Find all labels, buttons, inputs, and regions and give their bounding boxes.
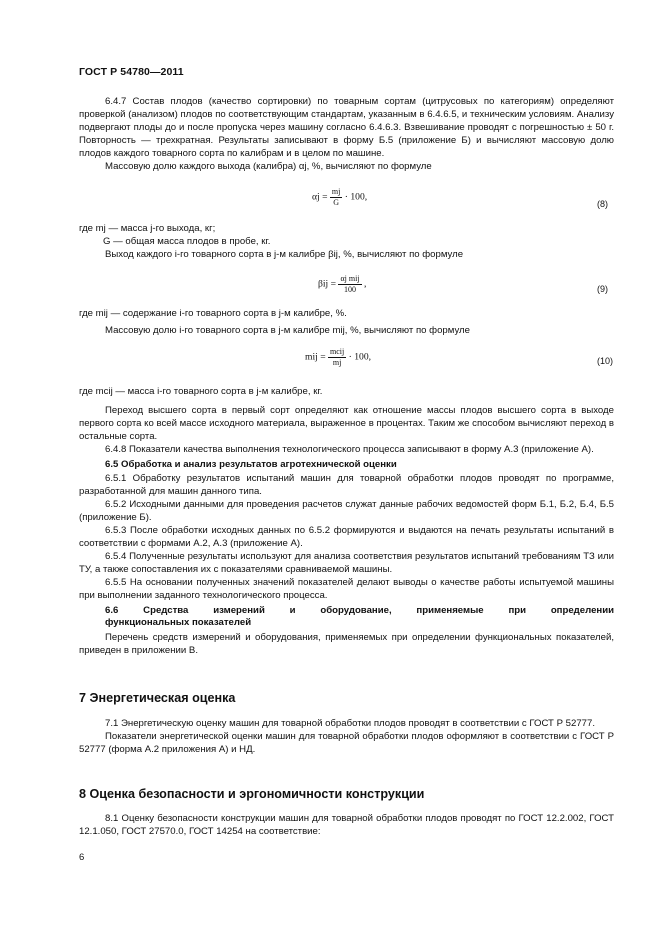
formula-10-rhs: · 100,	[348, 351, 372, 363]
heading-6-6-line1: 6.6 Средства измерений и оборудование, применяемые при определении	[105, 604, 614, 616]
formula-10	[305, 347, 371, 368]
text-block-section-7	[79, 718, 614, 757]
formula-9-fraction	[338, 274, 361, 295]
where-G: G — общая масса плодов в пробе, кг.	[103, 235, 271, 247]
equation-number-10: (10)	[597, 356, 614, 366]
paragraph-yield-intro: Выход каждого i-го товарного сорта в j-м калибре βij, %, вычисляют по формуле	[105, 248, 464, 260]
formula-9-denominator: 100	[343, 285, 356, 294]
formula-8-numerator: mj	[331, 187, 341, 196]
formula-10-numerator: mcij	[330, 347, 345, 356]
formula-10-lhs: mij =	[305, 351, 326, 363]
text-block-section-8	[79, 813, 614, 839]
formula-8-lhs: αj =	[312, 191, 328, 203]
formula-10-denominator: mj	[332, 358, 342, 367]
formula-9-rhs: ,	[363, 278, 367, 290]
equation-number-8: (8)	[597, 199, 608, 209]
heading-6-5: 6.5 Обработка и анализ результатов агротехнической оценки	[105, 458, 397, 470]
section-7-title: 7 Энергетическая оценка	[79, 691, 236, 705]
heading-6-6-line2: функциональных показателей	[105, 617, 252, 629]
document-code-header: ГОСТ Р 54780—2011	[79, 66, 184, 78]
paragraph-6-4-8: 6.4.8 Показатели качества выполнения технологического процесса записывают в форму А.3 (приложение А).	[105, 443, 594, 455]
formula-8	[312, 187, 367, 208]
where-mj: где mj — масса j-го выхода, кг;	[79, 223, 216, 234]
section-8-title: 8 Оценка безопасности и эргономичности конструкции	[79, 787, 425, 801]
paragraph-8-1: 8.1 Оценку безопасности конструкции машин для товарной обработки плодов проводят по ГОСТ 12.2.002, ГОСТ 12.1.050, ГОСТ 27570.0, ГОСТ 14254 на соответствие:	[79, 813, 614, 837]
formula-9-lhs: βij =	[318, 278, 337, 290]
paragraph-6-5-4: 6.5.4 Полученные результаты используют для анализа соответствия результатов испытаний требованиям ТЗ или ТУ, а также сопоставления их с показателями сравниваемой машины.	[79, 550, 614, 575]
paragraph-7-2: Показатели энергетической оценки машин для товарной обработки плодов оформляют в соответствии с ГОСТ Р 52777 (форма А.2 приложения А) и НД.	[79, 730, 614, 755]
page-number: 6	[79, 852, 85, 863]
text-block-main	[79, 386, 614, 658]
text-block-647	[79, 96, 614, 173]
formula-8-denominator: G	[333, 198, 340, 207]
formula-9-numerator: αj mij	[340, 274, 360, 283]
where-mij: где mij — содержание i-го товарного сорта в j-м калибре, %.	[79, 308, 347, 319]
paragraph-6-5-2: 6.5.2 Исходными данными для проведения расчетов служат данные рабочих ведомостей форм Б.1, Б.2, Б.4, Б.5 (приложение Б).	[79, 499, 614, 524]
paragraph-6-5-3: 6.5.3 После обработки исходных данных по 6.5.2 формируются и выдаются на печать результаты испытаний в соответствии с формами А.2, А.3 (приложение А).	[79, 525, 614, 549]
paragraph-6-4-7: 6.4.7 Состав плодов (качество сортировки) по товарным сортам (цитрусовых по категориям) определяют проверкой (анализом) плодов по соответствующим стандартам, указанным в 6.4.6.5, и техническим условиям. Анализу подвергают плоды до и после пропуска через машину согласно 6.4.6.3. Взвешивание проводят с погрешностью ± 50 г. Повторность — трехкратная. Результаты записывают в форму Б.5 (приложение Б) и вычисляют массовую долю плодов каждого товарного сорта по калибрам и в целом по машине.	[79, 96, 614, 159]
formula-8-fraction	[330, 187, 342, 208]
formula-10-fraction	[328, 347, 346, 368]
paragraph-6-5-1: 6.5.1 Обработку результатов испытаний машин для товарной обработки плодов проводят по программе, разработанной для машин данного типа.	[79, 473, 614, 498]
text-block-where-2	[79, 308, 614, 338]
text-block-where-1	[79, 223, 614, 262]
equation-number-9: (9)	[597, 284, 608, 294]
paragraph-6-6: Перечень средств измерений и оборудования, применяемых при определении функциональных показателей, приведен в приложении В.	[79, 632, 614, 657]
paragraph-mass-share-intro: Массовую долю каждого выхода (калибра) αj, %, вычисляют по формуле	[105, 160, 432, 172]
paragraph-mass-share-sort-intro: Массовую долю i-го товарного сорта в j-м калибре mij, %, вычисляют по формуле	[105, 324, 470, 336]
paragraph-7-1: 7.1 Энергетическую оценку машин для товарной обработки плодов проводят в соответствии с ГОСТ Р 52777.	[105, 718, 595, 729]
formula-8-rhs: · 100,	[344, 191, 368, 203]
paragraph-grade-transition: Переход высшего сорта в первый сорт определяют как отношение массы плодов высшего сорта в выходе первого сорта ко всей массе исходного материала, выраженное в процентах. Таким же способом вычисляют переход в остальные сорта.	[79, 404, 614, 442]
formula-9	[318, 274, 366, 295]
paragraph-6-5-5: 6.5.5 На основании полученных значений показателей делают выводы о качестве работы испытуемой машины при выполнении заданного технологического процесса.	[79, 576, 614, 601]
where-mcij: где mcij — масса i-го товарного сорта в j-м калибре, кг.	[79, 386, 323, 397]
